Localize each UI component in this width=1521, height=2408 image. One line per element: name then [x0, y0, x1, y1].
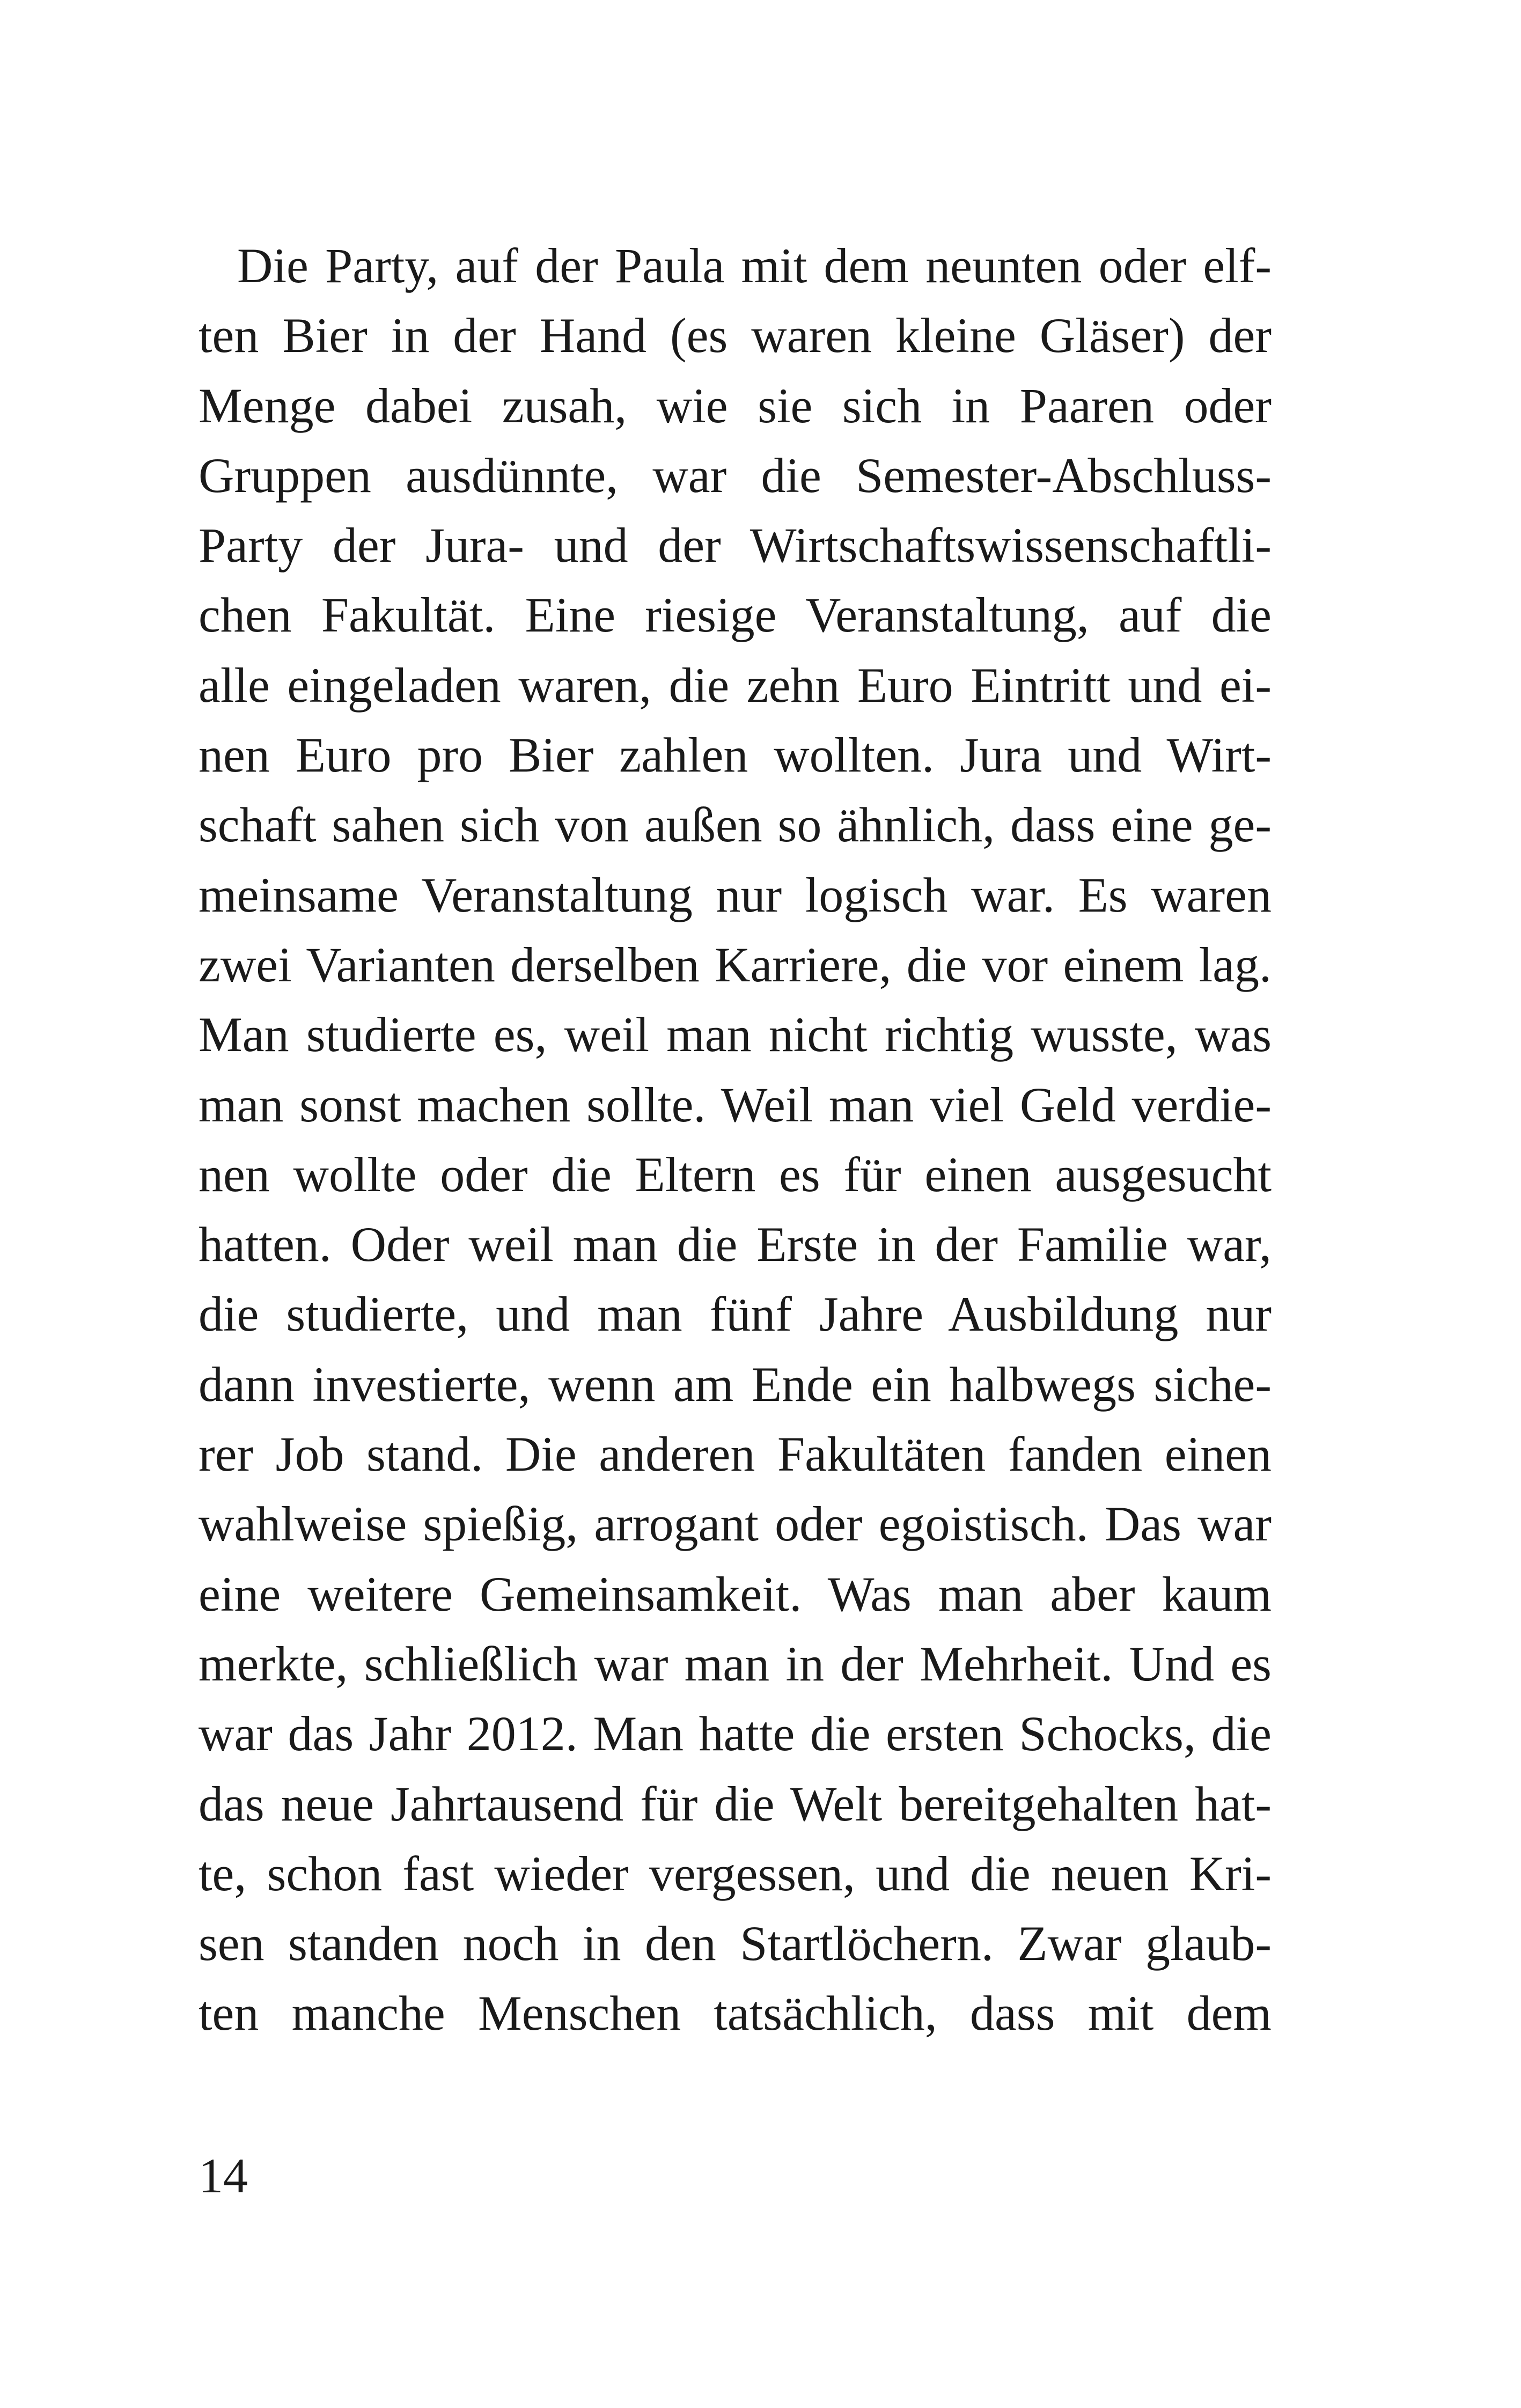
text-line: eine weitere Gemeinsamkeit. Was man aber kaum — [199, 1566, 1272, 1621]
text-line: die studierte, und man fünf Jahre Ausbildung nur — [199, 1287, 1272, 1342]
text-line: Party der Jura- und der Wirtschaftswissenschaftli- — [199, 518, 1272, 573]
text-line: meinsame Veranstaltung nur logisch war. Es waren — [199, 867, 1272, 922]
text-line: wahlweise spießig, arrogant oder egoistisch. Das war — [199, 1496, 1272, 1552]
text-line: hatten. Oder weil man die Erste in der Familie war, — [199, 1217, 1272, 1272]
text-line: Die Party, auf der Paula mit dem neunten oder elf- — [237, 238, 1272, 293]
text-line: dann investierte, wenn am Ende ein halbwegs siche- — [199, 1356, 1272, 1412]
text-line: ten Bier in der Hand (es waren kleine Gläser) der — [199, 308, 1272, 363]
page-number: 14 — [199, 2148, 248, 2203]
text-line: nen Euro pro Bier zahlen wollten. Jura und Wirt- — [199, 728, 1272, 783]
text-line: alle eingeladen waren, die zehn Euro Eintritt und ei- — [199, 657, 1272, 713]
body-text — [199, 231, 1272, 2049]
text-line: Gruppen ausdünnte, war die Semester-Abschluss- — [199, 447, 1272, 503]
text-line: sen standen noch in den Startlöchern. Zwar glaub- — [199, 1916, 1272, 1971]
text-line: zwei Varianten derselben Karriere, die vor einem lag. — [199, 937, 1272, 992]
text-line: Menge dabei zusah, wie sie sich in Paaren oder — [199, 378, 1272, 433]
text-line: das neue Jahrtausend für die Welt bereitgehalten hat- — [199, 1776, 1272, 1831]
text-line: merkte, schließlich war man in der Mehrheit. Und es — [199, 1636, 1272, 1691]
text-line: chen Fakultät. Eine riesige Veranstaltung, auf die — [199, 588, 1272, 643]
text-line: Man studierte es, weil man nicht richtig wusste, was — [199, 1007, 1272, 1062]
text-line: te, schon fast wieder vergessen, und die neuen Kri- — [199, 1846, 1272, 1901]
text-line: nen wollte oder die Eltern es für einen ausgesucht — [199, 1147, 1272, 1202]
text-line: schaft sahen sich von außen so ähnlich, dass eine ge- — [199, 797, 1272, 853]
text-line: man sonst machen sollte. Weil man viel Geld verdie- — [199, 1077, 1272, 1132]
text-line: ten manche Menschen tatsächlich, dass mit dem — [199, 1986, 1272, 2041]
text-line: war das Jahr 2012. Man hatte die ersten Schocks, die — [199, 1706, 1272, 1761]
text-line: rer Job stand. Die anderen Fakultäten fanden einen — [199, 1427, 1272, 1482]
